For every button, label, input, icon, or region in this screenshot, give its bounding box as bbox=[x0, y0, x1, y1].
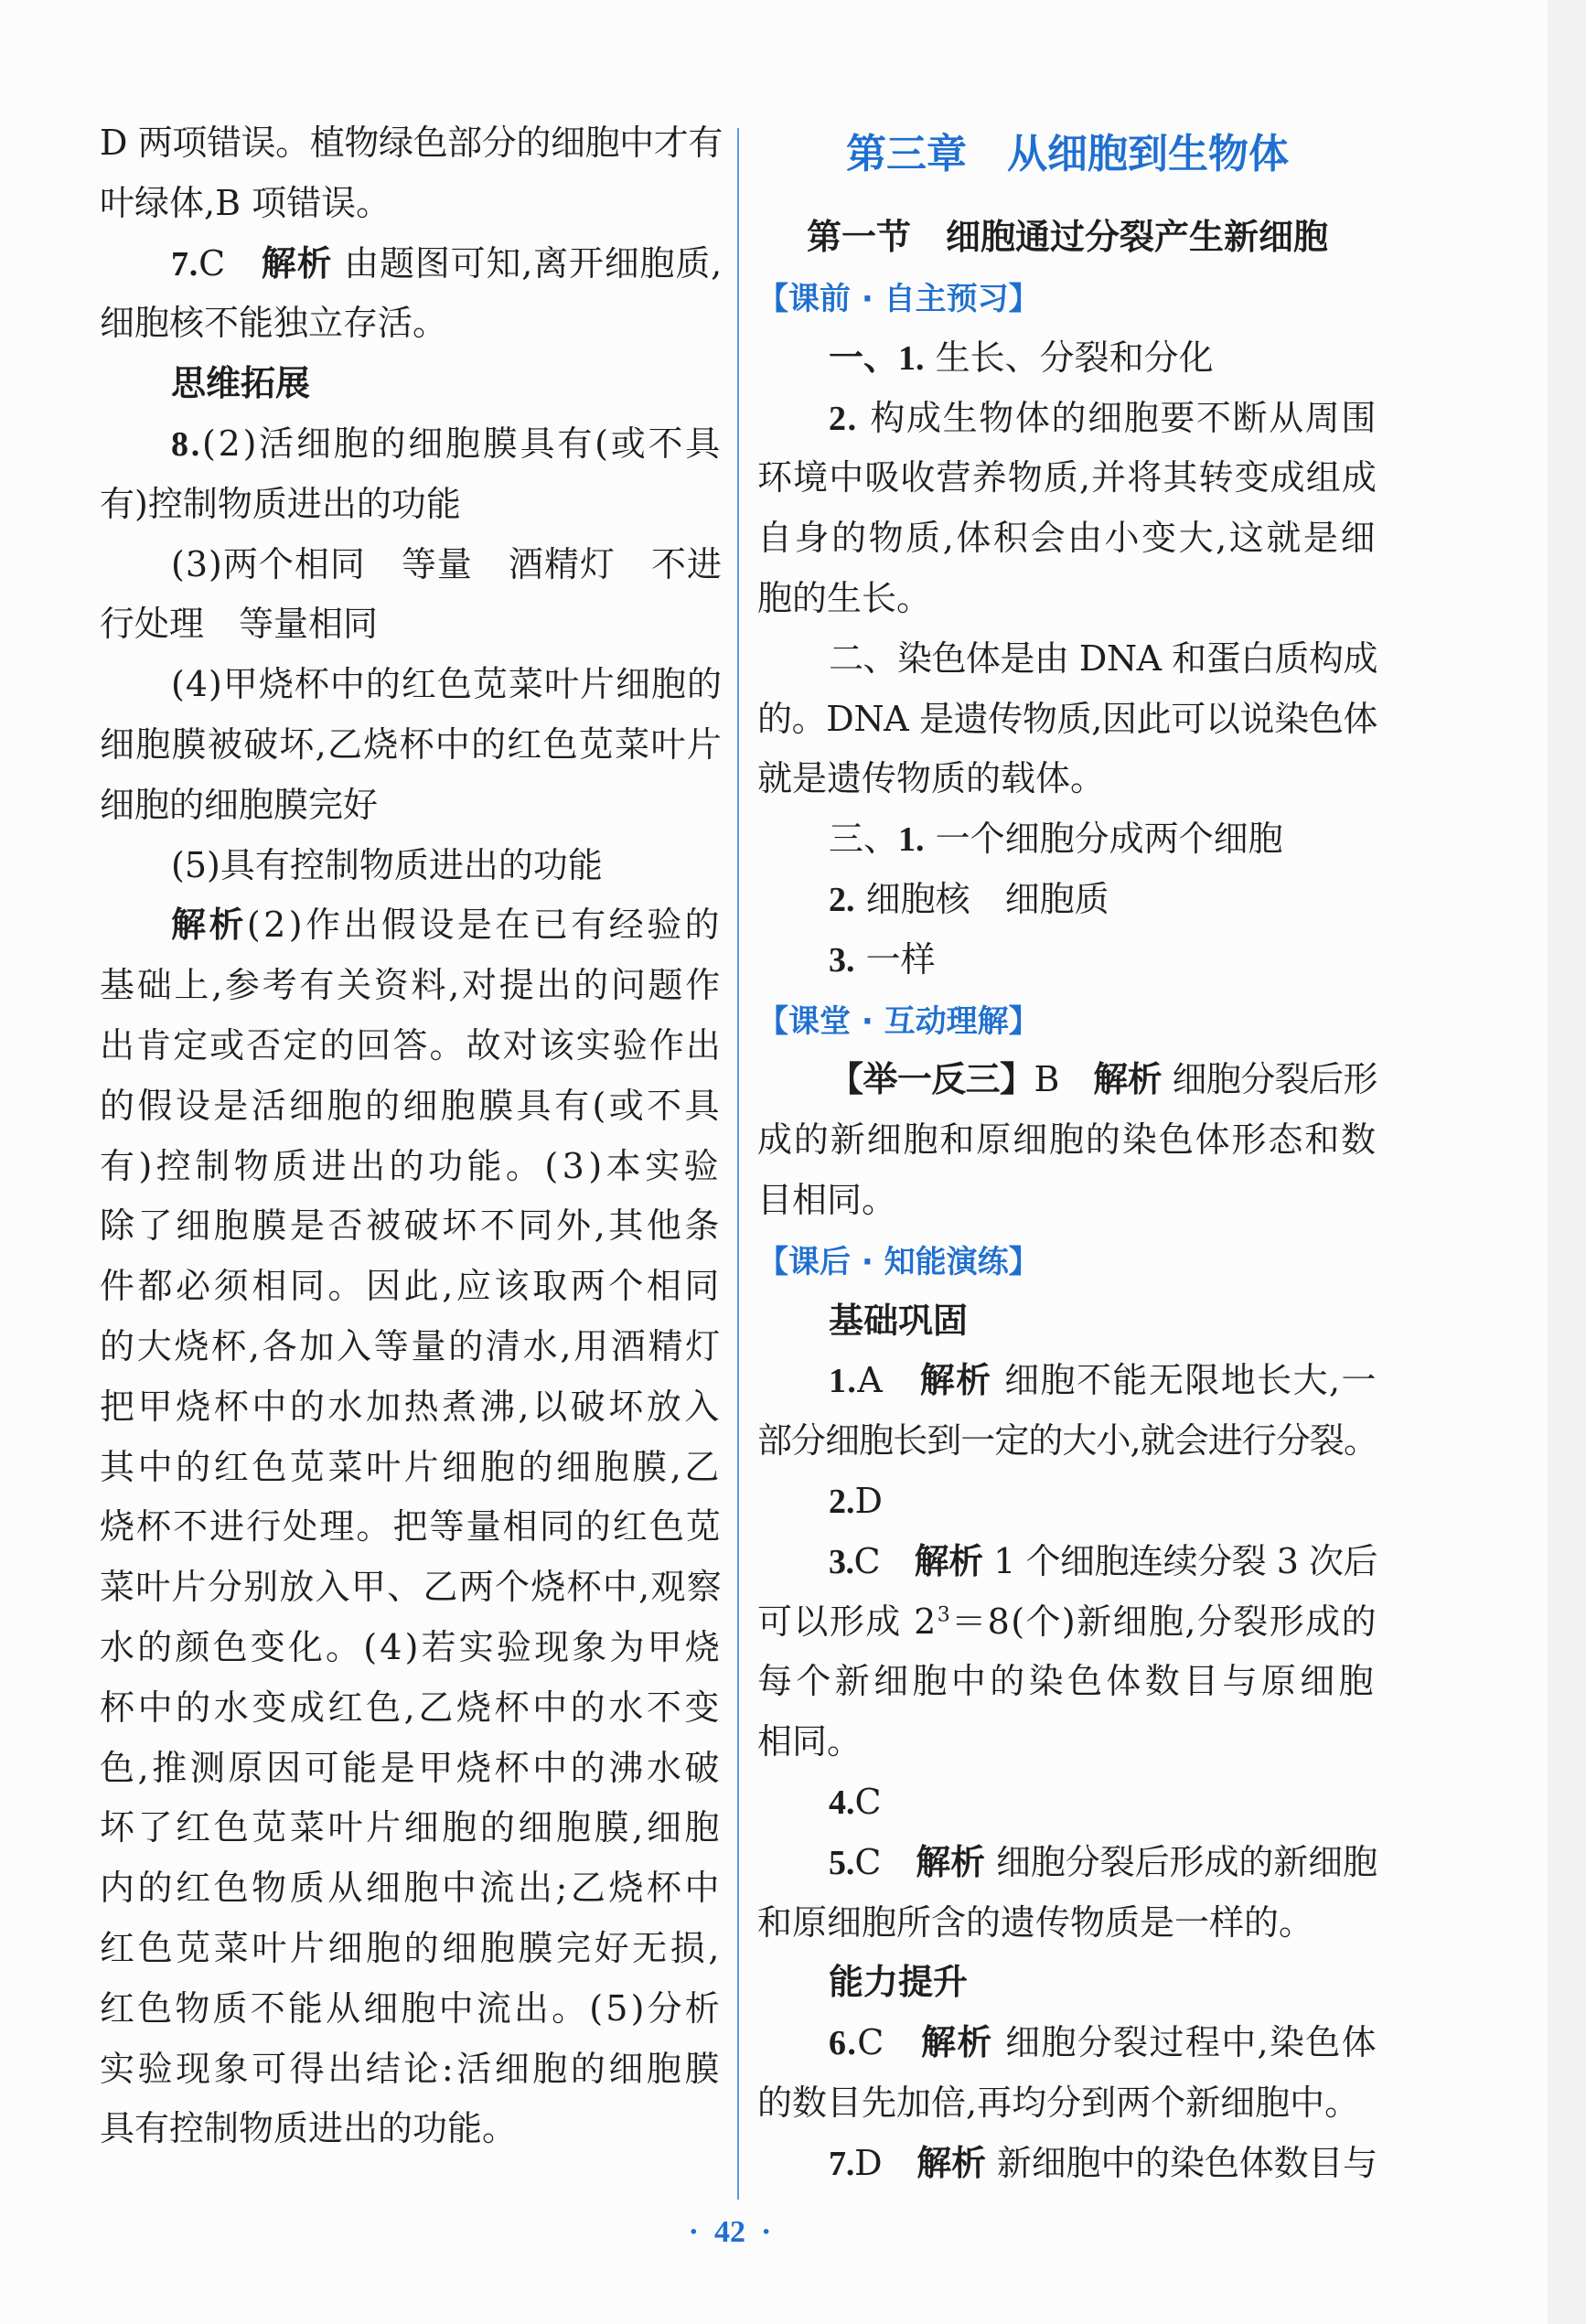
text-segment: 一样 bbox=[854, 938, 936, 980]
text-segment: 环境中吸收营养物质,并将其转变成组成 bbox=[757, 457, 1377, 498]
text-segment: (3)两个相同 等量 酒精灯 不进 bbox=[171, 543, 723, 584]
text-segment: 叶绿体,B 项错误。 bbox=[100, 182, 391, 223]
text-line bbox=[757, 1351, 1377, 1411]
text-line bbox=[757, 1833, 1377, 1893]
text-segment: (2)作出假设是在已有经验的 bbox=[246, 905, 723, 946]
line-content bbox=[829, 1351, 1377, 1412]
line-content bbox=[171, 234, 723, 295]
text-line bbox=[100, 1497, 723, 1558]
section-heading bbox=[757, 268, 1377, 328]
bold-label: 解析 bbox=[919, 1360, 992, 1401]
item-number: 2. bbox=[829, 1482, 855, 1521]
text-segment: 实验现象可得出结论:活细胞的细胞膜 bbox=[100, 2048, 723, 2089]
line-content bbox=[757, 1893, 1313, 1954]
text-segment: 细胞的细胞膜完好 bbox=[100, 784, 379, 825]
text-line bbox=[757, 749, 1377, 809]
bold-label: 能力提升 bbox=[829, 1962, 969, 2003]
text-line bbox=[100, 2040, 723, 2100]
line-content bbox=[171, 836, 603, 896]
text-segment: (4)甲烧杯中的红色苋菜叶片细胞的 bbox=[171, 664, 723, 705]
section-heading-label: 【课堂 · 互动理解】 bbox=[757, 1002, 1040, 1040]
text-segment: 二、染色体是由 DNA 和蛋白质构成 bbox=[829, 637, 1377, 679]
text-line bbox=[100, 1798, 723, 1858]
left-column bbox=[100, 113, 723, 2159]
line-content bbox=[757, 1231, 1040, 1293]
text-segment: 的数目先加倍,再均分到两个新细胞中。 bbox=[757, 2082, 1360, 2123]
text-segment: 每个新细胞中的染色体数目与原细胞 bbox=[757, 1661, 1377, 1702]
text-line bbox=[100, 294, 723, 354]
line-content bbox=[100, 1558, 723, 1618]
line-content bbox=[100, 1257, 723, 1317]
text-segment: 有)控制物质进出的功能。(3)本实验 bbox=[100, 1145, 723, 1186]
text-line bbox=[757, 870, 1377, 930]
text-line bbox=[757, 448, 1377, 509]
line-content bbox=[829, 2013, 1377, 2074]
line-content bbox=[100, 475, 461, 535]
bold-label: 解析 bbox=[920, 2022, 993, 2063]
text-segment: 坏了红色苋菜叶片细胞的细胞膜,细胞 bbox=[100, 1807, 723, 1848]
text-line bbox=[100, 1196, 723, 1257]
item-number: 8. bbox=[171, 424, 203, 464]
text-line bbox=[757, 2134, 1377, 2194]
superscript: 3 bbox=[937, 1602, 952, 1626]
text-line bbox=[757, 2073, 1377, 2134]
text-line bbox=[757, 1592, 1377, 1653]
line-content bbox=[757, 690, 1377, 750]
text-line bbox=[100, 1919, 723, 1979]
text-segment: 其中的红色苋菜叶片细胞的细胞膜,乙 bbox=[100, 1446, 723, 1487]
bold-label: 解析 bbox=[1093, 1059, 1163, 1100]
text-line bbox=[100, 1858, 723, 1919]
line-content bbox=[100, 1317, 723, 1377]
text-line bbox=[100, 715, 723, 776]
text-segment: 部分细胞长到一定的大小,就会进行分裂。 bbox=[757, 1420, 1377, 1462]
text-segment: D bbox=[854, 2142, 917, 2183]
line-content bbox=[100, 1137, 723, 1197]
line-content bbox=[100, 1618, 723, 1678]
text-line bbox=[100, 1016, 723, 1076]
line-content bbox=[100, 2040, 723, 2100]
line-content bbox=[100, 1798, 723, 1858]
text-line bbox=[757, 1472, 1377, 1532]
line-content bbox=[757, 991, 1040, 1053]
line-content bbox=[757, 2073, 1359, 2134]
line-content bbox=[100, 1979, 723, 2040]
text-line bbox=[100, 836, 723, 896]
line-content bbox=[829, 809, 1283, 871]
bold-label: 【举一反三】 bbox=[829, 1059, 1034, 1100]
text-line bbox=[757, 1953, 1377, 2013]
text-segment: 一个细胞分成两个细胞 bbox=[924, 819, 1283, 860]
line-content bbox=[100, 1196, 723, 1257]
line-content bbox=[757, 1652, 1377, 1712]
text-line bbox=[100, 895, 723, 956]
text-line bbox=[757, 1110, 1377, 1171]
line-content bbox=[829, 629, 1377, 690]
line-content bbox=[829, 870, 1109, 931]
text-line bbox=[757, 1171, 1377, 1231]
text-line bbox=[757, 1652, 1377, 1712]
text-line bbox=[100, 1739, 723, 1799]
section-heading bbox=[757, 1231, 1377, 1291]
text-segment: 红色苋菜叶片细胞的细胞膜完好无损, bbox=[100, 1927, 723, 1968]
text-segment: 具有控制物质进出的功能。 bbox=[100, 2108, 518, 2149]
text-segment: 水的颜色变化。(4)若实验现象为甲烧 bbox=[100, 1626, 723, 1667]
text-line bbox=[100, 776, 723, 836]
text-line bbox=[757, 1772, 1377, 1833]
text-line bbox=[757, 1532, 1377, 1592]
line-content bbox=[829, 1833, 1377, 1894]
text-segment: 生长、分裂和分化 bbox=[924, 337, 1214, 378]
line-content bbox=[171, 414, 723, 476]
text-line bbox=[757, 930, 1377, 991]
line-content bbox=[757, 448, 1377, 509]
text-segment: 出肯定或否定的回答。故对该实验作出 bbox=[100, 1024, 723, 1066]
text-segment: 和原细胞所含的遗传物质是一样的。 bbox=[757, 1901, 1314, 1943]
line-content bbox=[171, 535, 723, 595]
text-line bbox=[100, 956, 723, 1016]
text-segment: C bbox=[854, 1781, 882, 1822]
text-line bbox=[757, 809, 1377, 870]
section-heading bbox=[757, 991, 1377, 1051]
line-content bbox=[100, 2099, 517, 2159]
text-segment: D bbox=[854, 1480, 883, 1521]
bold-label: 解析 bbox=[916, 1841, 986, 1882]
right-column bbox=[757, 268, 1377, 2194]
line-content bbox=[100, 1076, 723, 1137]
text-segment: 除了细胞膜是否被破坏不同外,其他条 bbox=[100, 1205, 723, 1247]
text-line bbox=[757, 629, 1377, 690]
text-segment: 细胞分裂后形成的新细胞 bbox=[985, 1841, 1377, 1882]
text-line bbox=[100, 113, 723, 174]
text-line bbox=[757, 509, 1377, 569]
line-content bbox=[829, 1050, 1377, 1110]
text-segment: 目相同。 bbox=[757, 1179, 897, 1220]
text-segment: 可以形成 2 bbox=[757, 1601, 938, 1642]
text-line bbox=[100, 1076, 723, 1137]
line-content bbox=[829, 1532, 1377, 1593]
line-content bbox=[829, 1953, 968, 2013]
text-line bbox=[100, 174, 723, 234]
line-content bbox=[757, 1110, 1377, 1171]
text-segment: 由题图可知,离开细胞质, bbox=[332, 242, 723, 284]
chapter-title: 第三章 从细胞到生物体 bbox=[846, 131, 1289, 177]
text-line bbox=[757, 2013, 1377, 2073]
line-content bbox=[100, 1377, 723, 1438]
text-segment: ＝8(个)新细胞,分裂形成的 bbox=[951, 1601, 1377, 1642]
text-line bbox=[757, 1050, 1377, 1110]
line-content bbox=[757, 1171, 896, 1231]
line-content bbox=[829, 1772, 882, 1834]
bold-label: 解析 bbox=[916, 2142, 986, 2183]
text-segment: 件都必须相同。因此,应该取两个相同 bbox=[100, 1266, 723, 1307]
text-segment: 的大烧杯,各加入等量的清水,用酒精灯 bbox=[100, 1325, 723, 1366]
line-content bbox=[757, 1411, 1377, 1472]
item-number: 6. bbox=[829, 2024, 858, 2063]
section-title: 第一节 细胞通过分裂产生新细胞 bbox=[806, 217, 1328, 257]
text-line bbox=[100, 1438, 723, 1498]
item-number: 3. bbox=[829, 940, 855, 980]
text-line bbox=[100, 1558, 723, 1618]
text-line bbox=[100, 1317, 723, 1377]
text-segment: 胞的生长。 bbox=[757, 577, 932, 618]
line-content bbox=[757, 1592, 1377, 1653]
line-content bbox=[757, 1712, 862, 1772]
text-line bbox=[100, 535, 723, 595]
text-line bbox=[100, 1678, 723, 1739]
text-segment: 红色物质不能从细胞中流出。(5)分析 bbox=[100, 1987, 723, 2029]
text-segment: 菜叶片分别放入甲、乙两个烧杯中,观察 bbox=[100, 1567, 723, 1608]
item-number: 1. bbox=[898, 820, 925, 860]
text-segment: C bbox=[857, 2022, 921, 2063]
text-segment: 行处理 等量相同 bbox=[100, 604, 379, 645]
text-segment: (2)活细胞的细胞膜具有(或不具 bbox=[202, 423, 723, 464]
text-segment: A bbox=[857, 1360, 920, 1401]
text-segment: C bbox=[854, 1841, 916, 1882]
item-number: 4. bbox=[829, 1783, 855, 1822]
page-edge-shadow bbox=[1548, 0, 1586, 2324]
text-line bbox=[757, 389, 1377, 449]
line-content bbox=[171, 354, 310, 414]
text-segment: 的假设是活细胞的细胞膜具有(或不具 bbox=[100, 1085, 723, 1126]
text-segment: 基础上,参考有关资料,对提出的问题作 bbox=[100, 965, 723, 1006]
text-line bbox=[100, 1979, 723, 2040]
text-segment: 把甲烧杯中的水加热煮沸,以破坏放入 bbox=[100, 1386, 723, 1427]
bold-label: 解析 bbox=[171, 905, 247, 946]
text-segment: B bbox=[1034, 1059, 1094, 1100]
line-content bbox=[100, 1016, 723, 1076]
line-content bbox=[829, 930, 936, 991]
text-segment: (5)具有控制物质进出的功能 bbox=[171, 844, 603, 885]
text-line bbox=[100, 475, 723, 535]
item-number: 一、1. bbox=[829, 338, 925, 378]
text-line bbox=[100, 655, 723, 715]
text-line bbox=[757, 328, 1377, 389]
text-segment: 相同。 bbox=[757, 1721, 863, 1762]
line-content bbox=[100, 1919, 723, 1979]
text-segment: 细胞不能无限地长大,一 bbox=[991, 1360, 1377, 1401]
bold-label: 思维拓展 bbox=[171, 363, 311, 404]
text-line bbox=[757, 1291, 1377, 1352]
text-segment: 的。DNA 是遗传物质,因此可以说染色体 bbox=[757, 698, 1377, 739]
text-line bbox=[757, 1712, 1377, 1772]
line-content bbox=[757, 749, 1105, 809]
line-content bbox=[171, 895, 723, 956]
line-content bbox=[100, 776, 378, 836]
text-segment: 新细胞中的染色体数目与 bbox=[985, 2142, 1377, 2183]
text-line bbox=[757, 1411, 1377, 1472]
text-segment: 色,推测原因可能是甲烧杯中的沸水破 bbox=[100, 1747, 723, 1788]
text-line bbox=[100, 1137, 723, 1197]
text-line bbox=[757, 1893, 1377, 1954]
text-line bbox=[100, 234, 723, 295]
text-line bbox=[100, 1257, 723, 1317]
text-line bbox=[100, 1618, 723, 1678]
line-content bbox=[100, 1858, 723, 1919]
text-line bbox=[100, 414, 723, 475]
line-content bbox=[100, 1497, 723, 1558]
line-content bbox=[100, 1438, 723, 1498]
text-segment: 烧杯不进行处理。把等量相同的红色苋 bbox=[100, 1506, 723, 1548]
text-segment: 内的红色物质从细胞中流出;乙烧杯中 bbox=[100, 1868, 723, 1909]
text-segment: D 两项错误。植物绿色部分的细胞中才有 bbox=[100, 123, 723, 163]
line-content bbox=[757, 268, 1040, 330]
line-content bbox=[829, 1291, 968, 1352]
text-segment: 细胞核 细胞质 bbox=[854, 878, 1109, 919]
line-content bbox=[829, 1472, 883, 1533]
column-divider bbox=[737, 128, 739, 2200]
text-segment: C bbox=[853, 1540, 915, 1581]
section-heading-label: 【课前 · 自主预习】 bbox=[757, 281, 1040, 317]
text-line bbox=[100, 594, 723, 655]
line-content bbox=[100, 113, 723, 174]
text-segment: 有)控制物质进出的功能 bbox=[100, 483, 461, 524]
bold-label: 解析 bbox=[914, 1540, 983, 1581]
line-content bbox=[100, 1739, 723, 1799]
item-number: 2. bbox=[829, 399, 858, 438]
text-segment: 细胞分裂后形 bbox=[1162, 1059, 1377, 1100]
text-segment: C bbox=[198, 242, 262, 284]
text-line bbox=[100, 354, 723, 414]
item-number: 3. bbox=[829, 1542, 854, 1581]
text-segment: 1 个细胞连续分裂 3 次后 bbox=[982, 1540, 1378, 1581]
text-segment: 成的新细胞和原细胞的染色体形态和数 bbox=[757, 1119, 1377, 1161]
section-heading-label: 【课后 · 知能演练】 bbox=[757, 1243, 1040, 1280]
text-segment: 三、 bbox=[829, 819, 899, 860]
text-segment: 就是遗传物质的载体。 bbox=[757, 758, 1106, 799]
text-segment: 自身的物质,体积会由小变大,这就是细 bbox=[757, 518, 1377, 559]
text-segment: 杯中的水变成红色,乙烧杯中的水不变 bbox=[100, 1687, 723, 1728]
line-content bbox=[100, 956, 723, 1016]
line-content bbox=[757, 509, 1377, 569]
text-segment: 细胞膜被破坏,乙烧杯中的红色苋菜叶片 bbox=[100, 723, 723, 765]
item-number: 5. bbox=[829, 1843, 855, 1882]
line-content bbox=[757, 569, 931, 629]
item-number: 1. bbox=[829, 1362, 858, 1401]
bold-label: 解析 bbox=[261, 242, 333, 284]
line-content bbox=[829, 389, 1377, 450]
item-number: 2. bbox=[829, 880, 855, 919]
line-content bbox=[100, 715, 723, 776]
text-line bbox=[100, 1377, 723, 1438]
line-content bbox=[829, 2134, 1377, 2195]
item-number: 7. bbox=[829, 2144, 855, 2183]
text-line bbox=[757, 690, 1377, 750]
text-line bbox=[757, 569, 1377, 629]
line-content bbox=[100, 174, 391, 234]
bold-label: 基础巩固 bbox=[829, 1300, 969, 1341]
line-content bbox=[829, 328, 1214, 390]
line-content bbox=[100, 294, 447, 354]
text-segment: 细胞核不能独立存活。 bbox=[100, 303, 448, 344]
line-content bbox=[100, 594, 378, 655]
item-number: 7. bbox=[171, 244, 199, 284]
page-number: · 42 · bbox=[688, 2215, 772, 2249]
text-segment: 构成生物体的细胞要不断从周围 bbox=[857, 397, 1377, 438]
line-content bbox=[171, 655, 723, 715]
text-segment: 细胞分裂过程中,染色体 bbox=[992, 2022, 1378, 2063]
text-line bbox=[100, 2099, 723, 2159]
line-content bbox=[100, 1678, 723, 1739]
